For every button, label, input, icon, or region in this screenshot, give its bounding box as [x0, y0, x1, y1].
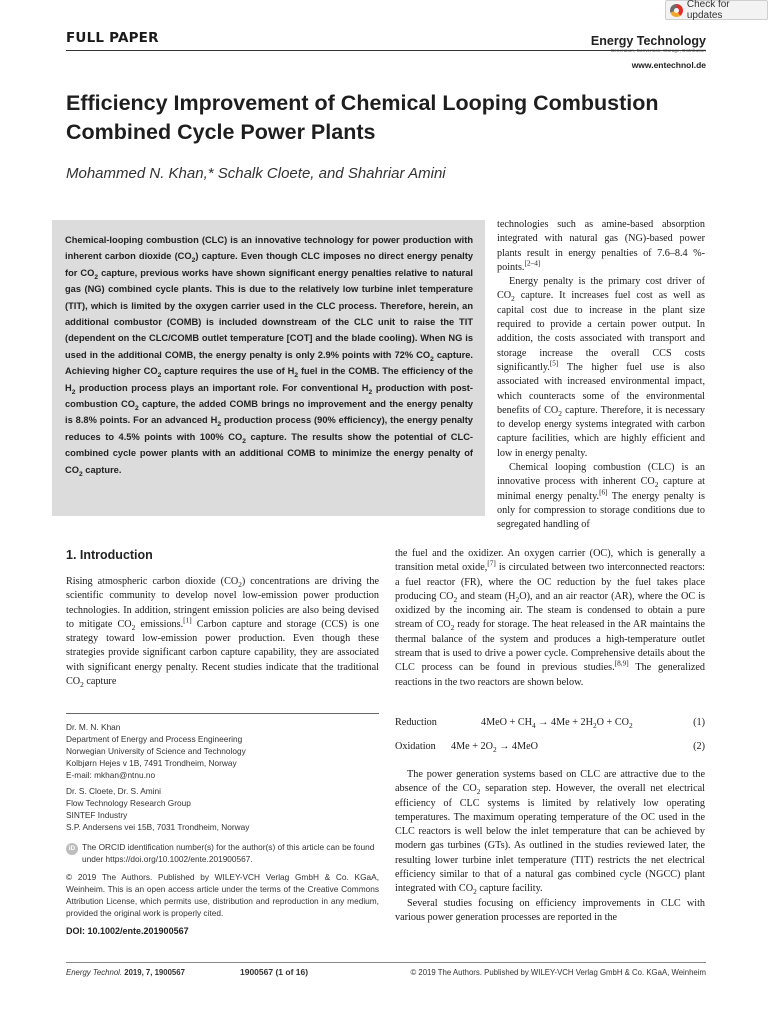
equation-formula: $4MeO + CH_4 \to 4Me + 2H_2O + CO_2$ — [481, 717, 633, 731]
footer-copyright: © 2019 The Authors. Published by WILEY-VCH Verlag GmbH & Co. KGaA, Weinheim — [410, 968, 706, 977]
right-column-wide: the fuel and the oxidizer. An oxygen carrier (OC), which is generally a transition metal oxide,[7] is circulated between two interconnected reactors: a fuel reactor (FR), where the OC reduction by the fuel takes place producing $CO_2$ and steam $(H_2O)$, and an air reactor (AR), where the OC is oxidized by the incoming air. The steam is condensed to obtain a pure stream of $CO_2$ ready for storage. The heat released in the AR maintains the thermal balance of the system and produces a high-temperature outlet stream that is used to drive a power cycle. Comprehensive details about the CLC process can be found in previous studies.[8,9] The generalized reactions in the two reactors are shown below. — [395, 548, 706, 688]
right-column-bottom — [395, 768, 705, 925]
affiliation-khan: Dr. M. N. Khan Department of Energy and Process Engineering Norwegian University of Science and Technology Kolbjørn Hejes v 1B, 7491 Trondheim, Norway E-mail: mkhan@ntnu.no — [66, 722, 246, 781]
journal-name: Energy Technology — [590, 34, 706, 48]
article-doi[interactable]: DOI: 10.1002/ente.201900567 — [66, 926, 189, 936]
orcid-note — [66, 841, 379, 865]
footer-journal-abbrev: Energy Technol. — [66, 968, 123, 977]
crossmark-icon — [670, 4, 683, 17]
equation-reduction — [395, 717, 705, 731]
equation-number: (2) — [693, 741, 705, 752]
introduction-paragraph: Rising atmospheric carbon dioxide $(CO_2)$ concentrations are driving the scientific community to develop novel low-emission power production technologies. In addition, stringent emission policies are also being devised to mitigate $CO_2$ emissions.[1] Carbon capture and storage (CCS) is one strategy toward low-emission power production. Even though these strategies provide significant carbon capture capability, they are associated with significant energy penalty. Recent studies indicate that the traditional $CO_2$ capture — [66, 576, 379, 690]
header-divider — [66, 50, 706, 51]
body-paragraph: The power generation systems based on CLC are attractive due to the absence of the $CO_2$ separation step. However, the overall net electrical efficiency of CLC systems is limited by relatively low operating temperatures. The maximum operating temperature of the OC used in the CLC reactors is well below the inlet temperature that can be achieved by modern gas turbines (GTs). As outlined in the studies reviewed later, the resulting lower turbine inlet temperature (TIT) restricts the net electrical efficiency similar to that of a natural gas combined cycle (NGCC) plant integrated with $CO_2$ capture facility. — [395, 769, 706, 897]
article-title: Efficiency Improvement of Chemical Looping Combustion Combined Cycle Power Plants — [66, 91, 659, 144]
section-label: FULL PAPER — [66, 30, 159, 46]
license-note: © 2019 The Authors. Published by WILEY-VCH Verlag GmbH & Co. KGaA, Weinheim. This is an open access article under the terms of the Creative Commons Attribution License, which permits use, distribution and reproduction in any medium, provided the original work is properly cited. — [66, 872, 379, 919]
footer-year-volume: 2019, 7, 1900567 — [122, 968, 185, 977]
footer-page-info: 1900567 (1 of 16) — [240, 967, 309, 977]
equation-formula: $4Me + 2O_2 \to 4MeO$ — [451, 741, 538, 755]
equation-oxidation — [395, 741, 705, 755]
abstract-box: Chemical-looping combustion (CLC) is an innovative technology for power production with inherent carbon dioxide $(CO_2)$ capture. Even though CLC imposes no direct energy penalty for $CO_2$ capture, previous works have shown significant energy penalties relative to natural gas (NG) combined cycle plants. This is due to the relatively low turbine inlet temperature (TIT), which is limited by the oxygen carrier used in the CLC process. Therefore, herein, an additional combustor (COMB) is included downstream of the CLC unit to raise the TIT (dependent on the CLC/COMB outlet temperature [COT] and the blade cooling). When NG is used in the additional COMB, the energy penalty is only 2.9% points with 72% $CO_2$ capture. Achieving higher $CO_2$ capture requires the use of $H_2$ fuel in the COMB. The efficiency of the $H_2$ production process plays an important role. For conventional $H_2$ production with post-combustion $CO_2$ capture, the added COMB brings no improvement and the energy penalty is 8.8% points. For an advanced $H_2$ production process (90% efficiency), the energy penalty reduces to 4.5% points with 100% $CO_2$ capture. The results show the potential of CLC-combined cycle power plants with an additional COMB to minimize the energy penalty of $CO_2$ capture. — [52, 220, 485, 516]
check-for-updates-label: Check for updates — [686, 0, 730, 21]
affiliation-cloete-amini: Dr. S. Cloete, Dr. S. Amini Flow Technology Research Group SINTEF Industry S.P. Andersens vei 15B, 7031 Trondheim, Norway — [66, 786, 250, 833]
equation-label: Oxidation — [395, 741, 436, 752]
footer-divider — [66, 962, 706, 963]
journal-tagline: Generation, Conversion, Storage, Distribution — [610, 48, 706, 53]
orcid-text[interactable]: The ORCID identification number(s) for the author(s) of this article can be found under https://doi.org/10.1002/ente.201900567. — [82, 842, 375, 865]
equation-number: (1) — [693, 717, 705, 728]
right-column-top — [497, 218, 705, 533]
footer-citation — [66, 968, 185, 977]
equation-label: Reduction — [395, 717, 437, 728]
footnote-divider — [66, 713, 379, 714]
body-paragraph: Chemical looping combustion (CLC) is an innovative process with inherent $CO_2$ capture at minimal energy penalty.[6] The energy penalty is only for compression to storage conditions due to segregated handling of — [497, 462, 706, 531]
article-authors: Mohammed N. Khan,* Schalk Cloete, and Shahriar Amini — [66, 165, 446, 182]
journal-url[interactable]: www.entechnol.de — [631, 60, 706, 70]
body-paragraph: Several studies focusing on efficiency improvements in CLC with various power generation processes are reported in the — [395, 897, 705, 923]
body-paragraph: technologies such as amine-based absorption integrated with natural gas (NG)-based power plants result in energy penalties of 7.6–8.4 %-points.[2–4] — [497, 219, 705, 273]
body-paragraph: Energy penalty is the primary cost driver of $CO_2$ capture. It increases fuel cost as well as capital cost due to increase in the plant size required to provide a certain power output. In addition, the costs associated with transport and storage increase the overall CCS costs significantly.[5] The higher fuel use is also associated with increased environmental impact, which counteracts some of the environmental benefits of $CO_2$ capture. Therefore, it is necessary to develop energy systems integrated with carbon capture facilities, which are highly efficient and low in energy penalty. — [497, 276, 706, 459]
orcid-icon: iD — [66, 843, 78, 855]
check-for-updates-button[interactable] — [665, 0, 768, 20]
journal-brand — [591, 34, 706, 70]
section-heading-introduction: 1. Introduction — [66, 548, 153, 562]
